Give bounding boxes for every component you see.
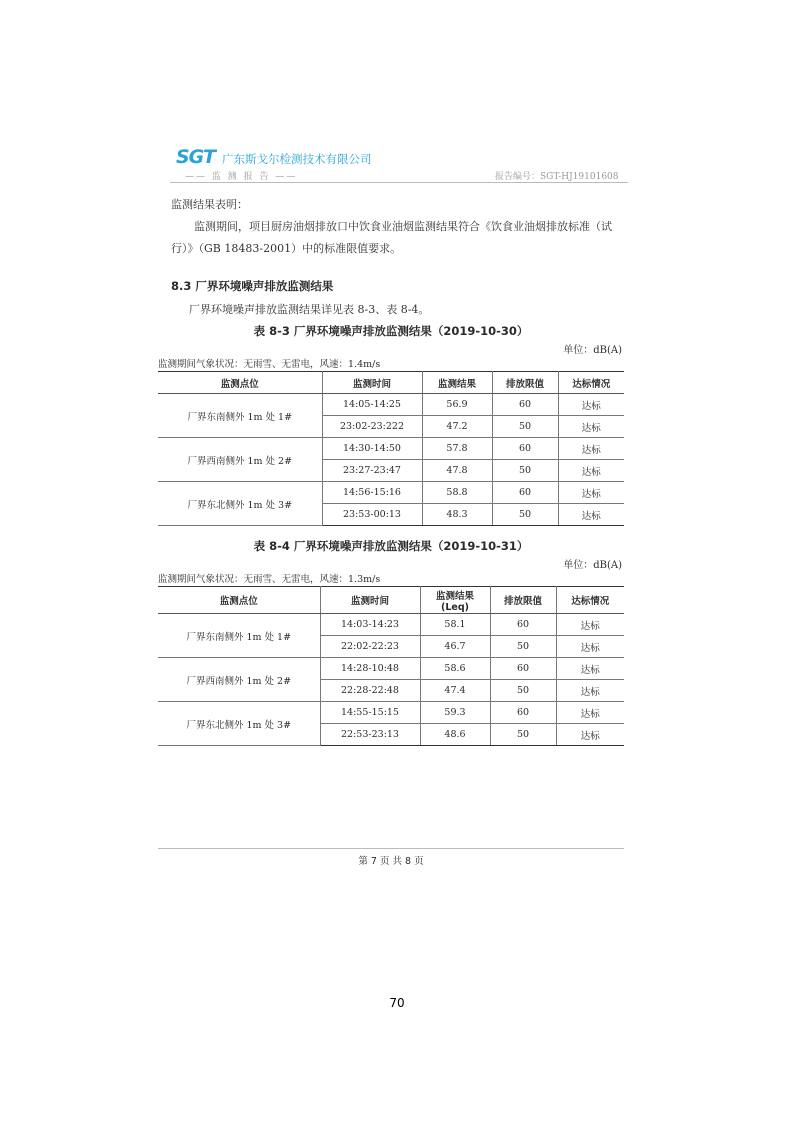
intro-line-1: 监测结果表明：: [171, 198, 248, 211]
result-cell: 46.7: [420, 636, 490, 658]
table-row: [158, 482, 624, 504]
time-cell: 23:53-00:13: [322, 504, 422, 526]
result-cell: 57.8: [422, 438, 492, 460]
site-cell: 厂界东北侧外 1m 处 3#: [158, 702, 320, 746]
limit-cell: 60: [492, 394, 558, 416]
time-cell: 23:02-23:222: [322, 416, 422, 438]
header-time: 监测时间: [322, 372, 422, 394]
company-logo: [176, 146, 372, 168]
limit-cell: 50: [490, 724, 556, 746]
status-cell: 达标: [558, 416, 624, 438]
limit-cell: 50: [492, 504, 558, 526]
site-cell: 厂界西南侧外 1m 处 2#: [158, 658, 320, 702]
time-cell: 14:03-14:23: [320, 614, 420, 636]
result-cell: 47.2: [422, 416, 492, 438]
page-number: 70: [389, 996, 405, 1010]
table-row: [158, 394, 624, 416]
time-cell: 22:28-22:48: [320, 680, 420, 702]
time-cell: 14:05-14:25: [322, 394, 422, 416]
result-cell: 58.6: [420, 658, 490, 680]
intro-line-2: 监测期间，项目厨房油烟排放口中饮食业油烟监测结果符合《饮食业油烟排放标准（试: [194, 220, 612, 233]
status-cell: 达标: [556, 636, 624, 658]
time-cell: 23:27-23:47: [322, 460, 422, 482]
footer-divider: [158, 848, 624, 849]
report-number: 报告编号：SGT-HJ19101608: [495, 172, 619, 182]
status-cell: 达标: [556, 702, 624, 724]
section-description: 厂界环境噪声排放监测结果详见表 8-3、表 8-4。: [189, 303, 430, 316]
header-limit: 排放限值: [492, 372, 558, 394]
result-cell: 48.6: [420, 724, 490, 746]
site-cell: 厂界东北侧外 1m 处 3#: [158, 482, 322, 526]
table-8-4-weather: 监测期间气象状况：无雨雪、无雷电，风速：1.3m/s: [158, 574, 381, 585]
table-8-3-title: 表 8-3 厂界环境噪声排放监测结果（2019-10-30）: [253, 324, 529, 338]
table-header-row: [158, 587, 624, 614]
time-cell: 14:30-14:50: [322, 438, 422, 460]
table-header-row: [158, 372, 624, 394]
header-result-sub: (Leq): [441, 601, 469, 613]
site-cell: 厂界东南侧外 1m 处 1#: [158, 394, 322, 438]
company-name: 广东斯戈尔检测技术有限公司: [222, 152, 372, 166]
status-cell: 达标: [556, 658, 624, 680]
table-row: [158, 438, 624, 460]
time-cell: 14:56-15:16: [322, 482, 422, 504]
limit-cell: 50: [490, 680, 556, 702]
table-8-4: [158, 586, 624, 746]
table-8-4-unit: 单位：dB(A): [563, 560, 622, 571]
status-cell: 达标: [558, 394, 624, 416]
table-row: [158, 614, 624, 636]
time-cell: 22:02-22:23: [320, 636, 420, 658]
status-cell: 达标: [558, 460, 624, 482]
time-cell: 14:28-10:48: [320, 658, 420, 680]
result-cell: 48.3: [422, 504, 492, 526]
time-cell: 14:55-15:15: [320, 702, 420, 724]
report-label: —— 监 测 报 告 ——: [185, 172, 298, 182]
logo-mark: SGT: [176, 146, 215, 168]
section-title: 8.3 厂界环境噪声排放监测结果: [171, 279, 334, 293]
result-cell: 56.9: [422, 394, 492, 416]
header-time: 监测时间: [320, 587, 420, 614]
limit-cell: 60: [492, 482, 558, 504]
table-8-3-weather: 监测期间气象状况：无雨雪、无雷电，风速：1.4m/s: [158, 359, 381, 370]
status-cell: 达标: [558, 504, 624, 526]
result-cell: 59.3: [420, 702, 490, 724]
time-cell: 22:53-23:13: [320, 724, 420, 746]
limit-cell: 50: [490, 636, 556, 658]
site-cell: 厂界西南侧外 1m 处 2#: [158, 438, 322, 482]
result-cell: 58.8: [422, 482, 492, 504]
header-status: 达标情况: [556, 587, 624, 614]
status-cell: 达标: [556, 724, 624, 746]
header-result: [420, 587, 490, 614]
table-row: [158, 658, 624, 680]
table-8-3: [158, 371, 624, 526]
table-8-4-title: 表 8-4 厂界环境噪声排放监测结果（2019-10-31）: [253, 539, 529, 553]
result-cell: 47.8: [422, 460, 492, 482]
limit-cell: 50: [492, 460, 558, 482]
limit-cell: 60: [490, 702, 556, 724]
status-cell: 达标: [556, 614, 624, 636]
table-8-3-unit: 单位：dB(A): [563, 345, 622, 356]
header-status: 达标情况: [558, 372, 624, 394]
status-cell: 达标: [556, 680, 624, 702]
header-limit: 排放限值: [490, 587, 556, 614]
result-cell: 47.4: [420, 680, 490, 702]
limit-cell: 60: [492, 438, 558, 460]
header-site: 监测点位: [158, 587, 320, 614]
page-info: 第 7 页 共 8 页: [358, 856, 424, 867]
header-divider: [170, 182, 628, 183]
limit-cell: 60: [490, 658, 556, 680]
table-row: [158, 702, 624, 724]
limit-cell: 50: [492, 416, 558, 438]
status-cell: 达标: [558, 482, 624, 504]
result-cell: 58.1: [420, 614, 490, 636]
header-result: 监测结果: [422, 372, 492, 394]
header-result-label: 监测结果: [435, 590, 474, 602]
site-cell: 厂界东南侧外 1m 处 1#: [158, 614, 320, 658]
limit-cell: 60: [490, 614, 556, 636]
header-site: 监测点位: [158, 372, 322, 394]
status-cell: 达标: [558, 438, 624, 460]
intro-line-3: 行）》（GB 18483-2001）中的标准限值要求。: [171, 242, 402, 255]
